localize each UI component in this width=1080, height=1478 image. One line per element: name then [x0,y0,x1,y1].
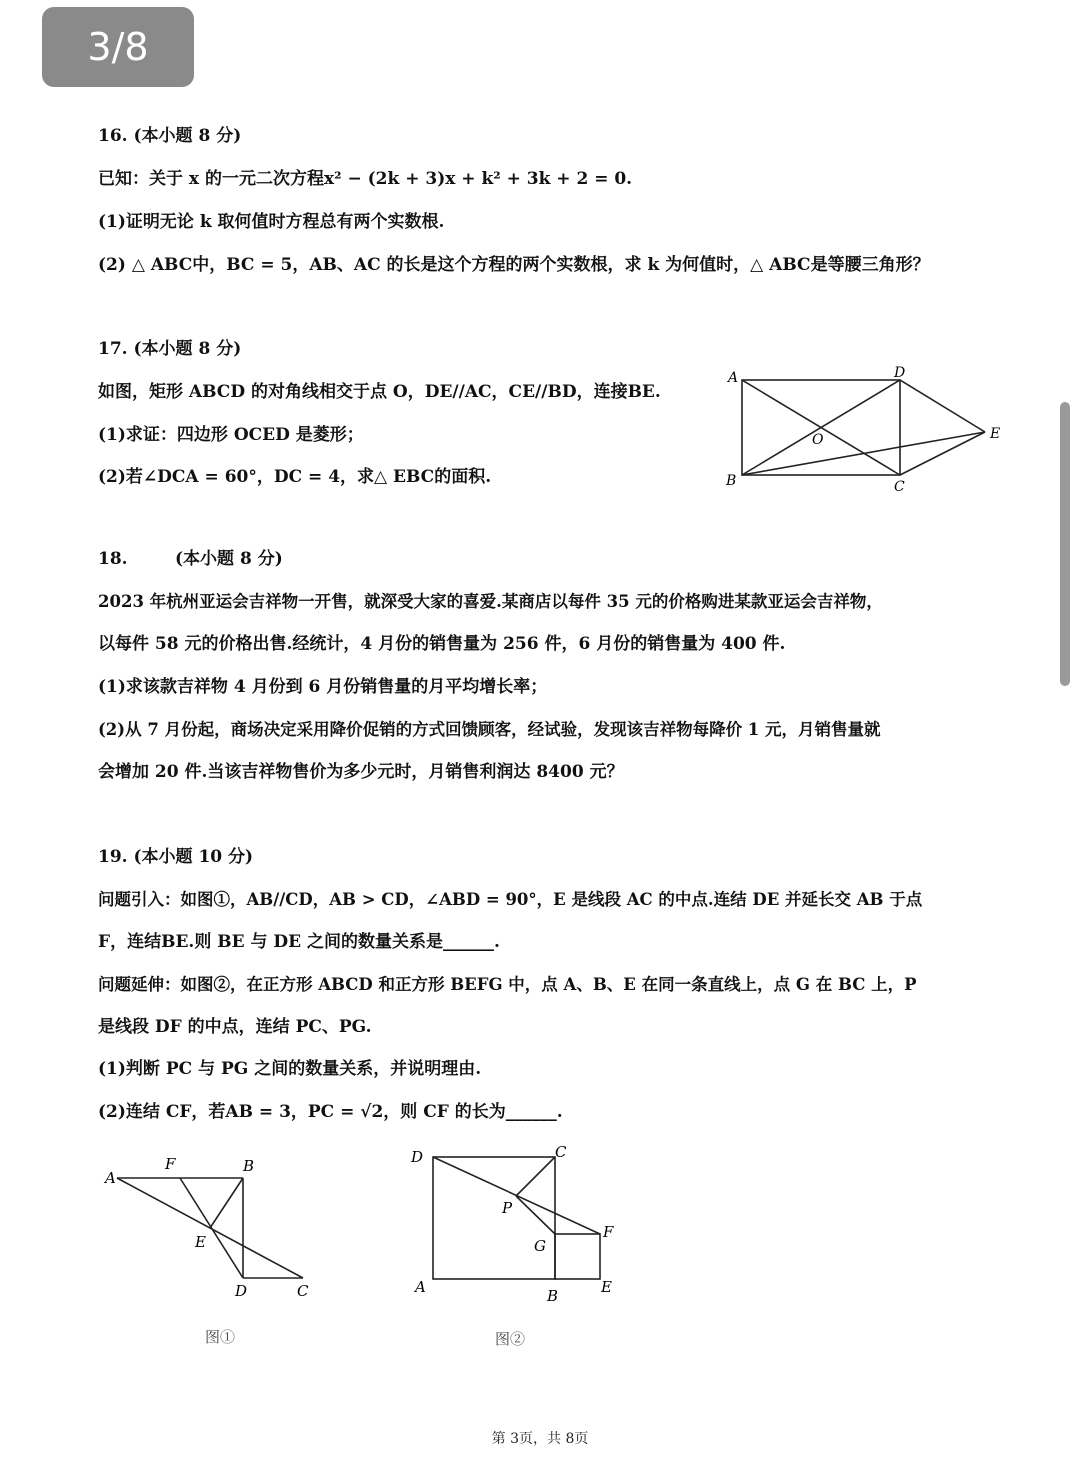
q16-stem: 已知：关于 x 的一元二次方程x² − (2k + 3)x + k² + 3k + 2 = 0. [98,169,633,189]
scrollbar[interactable] [1060,402,1070,686]
segment-be [210,1178,243,1228]
label-d: D [894,365,906,381]
q19-intro-line2: F，连结BE.则 BE 与 DE 之间的数量关系是______. [98,932,500,952]
fig1-caption: 图① [205,1328,236,1346]
label-f: F [165,1155,176,1173]
label-e: E [601,1278,612,1296]
segment-ce [900,432,985,475]
q18-part2-line1: (2)从 7 月份起，商场决定采用降价促销的方式回馈顾客，经试验，发现该吉祥物每降价 1 元，月销售量就 [98,720,881,739]
q19-ext-line1: 问题延伸：如图②，在正方形 ABCD 和正方形 BEFG 中，点 A、B、E 在同一条直线上，点 G 在 BC 上，P [98,975,917,994]
label-a: A [728,370,739,386]
segment-pg [516,1196,555,1234]
q17-stem: 如图，矩形 ABCD 的对角线相交于点 O，DE//AC，CE//BD，连接BE. [98,382,661,402]
q18-number: 18. [98,549,128,569]
q19-part2: (2)连结 CF，若AB = 3，PC = √2，则 CF 的长为______. [98,1102,563,1122]
label-e: E [990,426,1001,442]
label-a: A [105,1169,116,1187]
q18-part1: (1)求该款吉祥物 4 月份到 6 月份销售量的月平均增长率； [98,677,548,697]
q19-ext-line2: 是线段 DF 的中点，连结 PC、PG. [98,1017,372,1037]
label-o: O [812,432,824,448]
label-b: B [547,1287,559,1305]
page-indicator: 3/8 [42,7,194,87]
q19-intro-line1: 问题引入：如图①，AB//CD，AB > CD，∠ABD = 90°，E 是线段 AC 的中点.连结 DE 并延长交 AB 于点 [98,890,923,909]
q19-header: 19. (本小题 10 分) [98,847,254,867]
q18-part2-line2: 会增加 20 件.当该吉祥物售价为多少元时，月销售利润达 8400 元？ [98,762,624,782]
q19-figure-2 [405,1140,635,1310]
segment-pc [516,1157,555,1196]
label-g: G [534,1237,546,1255]
label-c: C [894,479,905,495]
label-b: B [726,473,737,489]
label-p: P [502,1199,513,1217]
q17-figure [720,360,1040,495]
q19-part1: (1)判断 PC 与 PG 之间的数量关系，并说明理由. [98,1059,482,1079]
q18-stem-line1: 2023 年杭州亚运会吉祥物一开售，就深受大家的喜爱.某商店以每件 35 元的价格购进某款亚运会吉祥物， [98,592,883,611]
q19-figure-1 [95,1150,335,1300]
q17-part2: (2)若∠DCA = 60°，DC = 4，求△ EBC的面积. [98,467,492,487]
q17-header: 17. (本小题 8 分) [98,339,242,359]
q16-part1: (1)证明无论 k 取何值时方程总有两个实数根. [98,212,445,232]
q17-part1: (1)求证：四边形 OCED 是菱形； [98,425,364,445]
segment-de [900,380,985,432]
label-c: C [297,1282,309,1300]
label-e: E [195,1233,206,1251]
label-a: A [415,1278,426,1296]
q18-stem-line2: 以每件 58 元的价格出售.经统计，4 月份的销售量为 256 件，6 月份的销售量为 400 件. [98,634,786,654]
label-d: D [235,1282,248,1300]
page-footer: 第 3页，共 8页 [491,1431,589,1447]
q16-header: 16. (本小题 8 分) [98,126,242,146]
square-befg [555,1234,600,1279]
q16-part2: (2) △ ABC中，BC = 5，AB、AC 的长是这个方程的两个实数根，求 k 为何值时，△ ABC是等腰三角形？ [98,255,930,275]
label-f: F [603,1223,614,1241]
label-c: C [555,1143,567,1161]
fig2-caption: 图② [495,1330,526,1348]
q18-header: (本小题 8 分) [175,549,283,569]
label-d: D [411,1148,424,1166]
label-b: B [243,1157,255,1175]
